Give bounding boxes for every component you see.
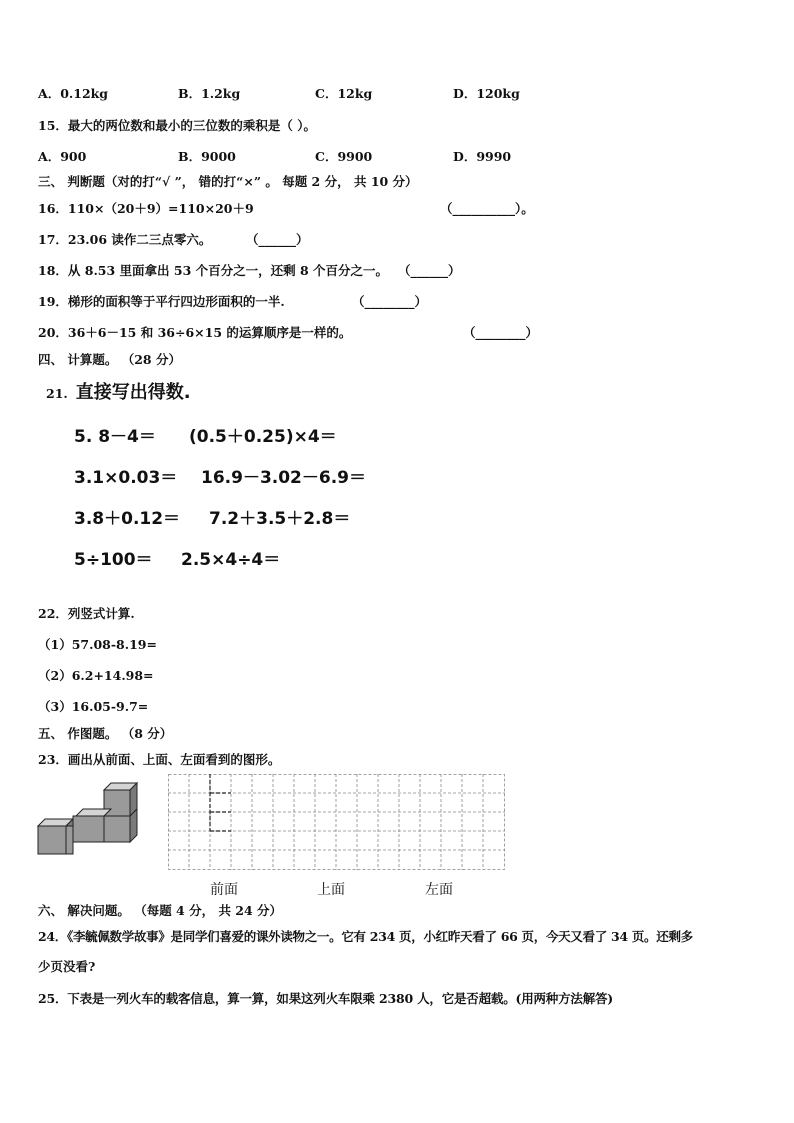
q21-number: 21. bbox=[46, 386, 68, 401]
q20-text: 20．36＋6－15 和 36÷6×15 的运算顺序是一样的。 bbox=[38, 325, 352, 340]
q16-text: 16．110×（20＋9）=110×20＋9 bbox=[38, 201, 254, 216]
expr-1-2: (0.5＋0.25)×4＝ bbox=[189, 427, 337, 447]
q14-option-d: D．120kg bbox=[453, 86, 520, 101]
q22-item-3: （3）16.05-9.7= bbox=[38, 699, 149, 714]
q23-text: 23．画出从前面、上面、左面看到的图形。 bbox=[38, 752, 281, 767]
q22-item-2: （2）6.2+14.98= bbox=[38, 668, 154, 683]
expr-4-1: 5÷100＝ bbox=[74, 550, 153, 570]
q14-option-c: C．12kg bbox=[315, 86, 373, 101]
expr-1-1: 5. 8－4＝ bbox=[74, 427, 156, 447]
expr-2-2: 16.9－3.02－6.9＝ bbox=[201, 468, 367, 488]
view-label-front: 前面 bbox=[210, 882, 238, 898]
q15-option-c: C．9900 bbox=[315, 149, 373, 164]
view-label-top: 上面 bbox=[317, 882, 345, 898]
q19-text: 19．梯形的面积等于平行四边形面积的一半. bbox=[38, 294, 285, 309]
q14-option-b: B．1.2kg bbox=[178, 86, 241, 101]
q18-text: 18．从 8.53 里面拿出 53 个百分之一，还剩 8 个百分之一。 bbox=[38, 263, 389, 278]
q22-title: 22．列竖式计算. bbox=[38, 606, 135, 621]
q19-blank[interactable]: （________） bbox=[352, 294, 428, 309]
q22-item-1: （1）57.08-8.19= bbox=[38, 637, 157, 652]
q15-option-d: D．9990 bbox=[453, 149, 512, 164]
section4-title: 四、 计算题。 （28 分） bbox=[38, 352, 181, 367]
section5-title: 五、 作图题。 （8 分） bbox=[38, 726, 173, 741]
q18-blank[interactable]: （______） bbox=[398, 263, 461, 278]
q15-option-a: A．900 bbox=[38, 149, 87, 164]
q17-blank[interactable]: （______） bbox=[246, 232, 309, 247]
q14-option-a: A．0.12kg bbox=[38, 86, 109, 101]
q20-blank[interactable]: （________） bbox=[463, 325, 539, 340]
q17-text: 17．23.06 读作二三点零六。 bbox=[38, 232, 212, 247]
q24-text-line1: 24．《李毓佩数学故事》是同学们喜爱的课外读物之一。它有 234 页，小红昨天看了 66 页，今天又看了 34 页。还剩多 bbox=[38, 929, 693, 944]
q15-option-b: B．9000 bbox=[178, 149, 236, 164]
section3-title: 三、 判断题（对的打“√ ”， 错的打“×” 。 每题 2 分， 共 10 分） bbox=[38, 174, 418, 189]
expr-3-1: 3.8＋0.12＝ bbox=[74, 509, 181, 529]
expr-2-1: 3.1×0.03＝ bbox=[74, 468, 178, 488]
section6-title: 六、 解决问题。 （每题 4 分， 共 24 分） bbox=[38, 903, 283, 918]
q16-blank[interactable]: （__________）。 bbox=[440, 201, 534, 216]
q15-stem: 15．最大的两位数和最小的三位数的乘积是（ ）。 bbox=[38, 118, 316, 133]
expr-3-2: 7.2＋3.5＋2.8＝ bbox=[209, 509, 351, 529]
drawing-grid[interactable] bbox=[168, 774, 506, 871]
expr-4-2: 2.5×4÷4＝ bbox=[181, 550, 281, 570]
q25-text: 25．下表是一列火车的载客信息，算一算，如果这列火车限乘 2380 人，它是否超载。(用两种方法解答) bbox=[38, 991, 614, 1006]
view-label-left: 左面 bbox=[425, 882, 453, 898]
q21-heading bbox=[46, 378, 191, 404]
q21-title: 直接写出得数. bbox=[75, 382, 191, 403]
q24-text-line2: 少页没看? bbox=[38, 959, 96, 974]
cube-figure bbox=[36, 782, 140, 860]
